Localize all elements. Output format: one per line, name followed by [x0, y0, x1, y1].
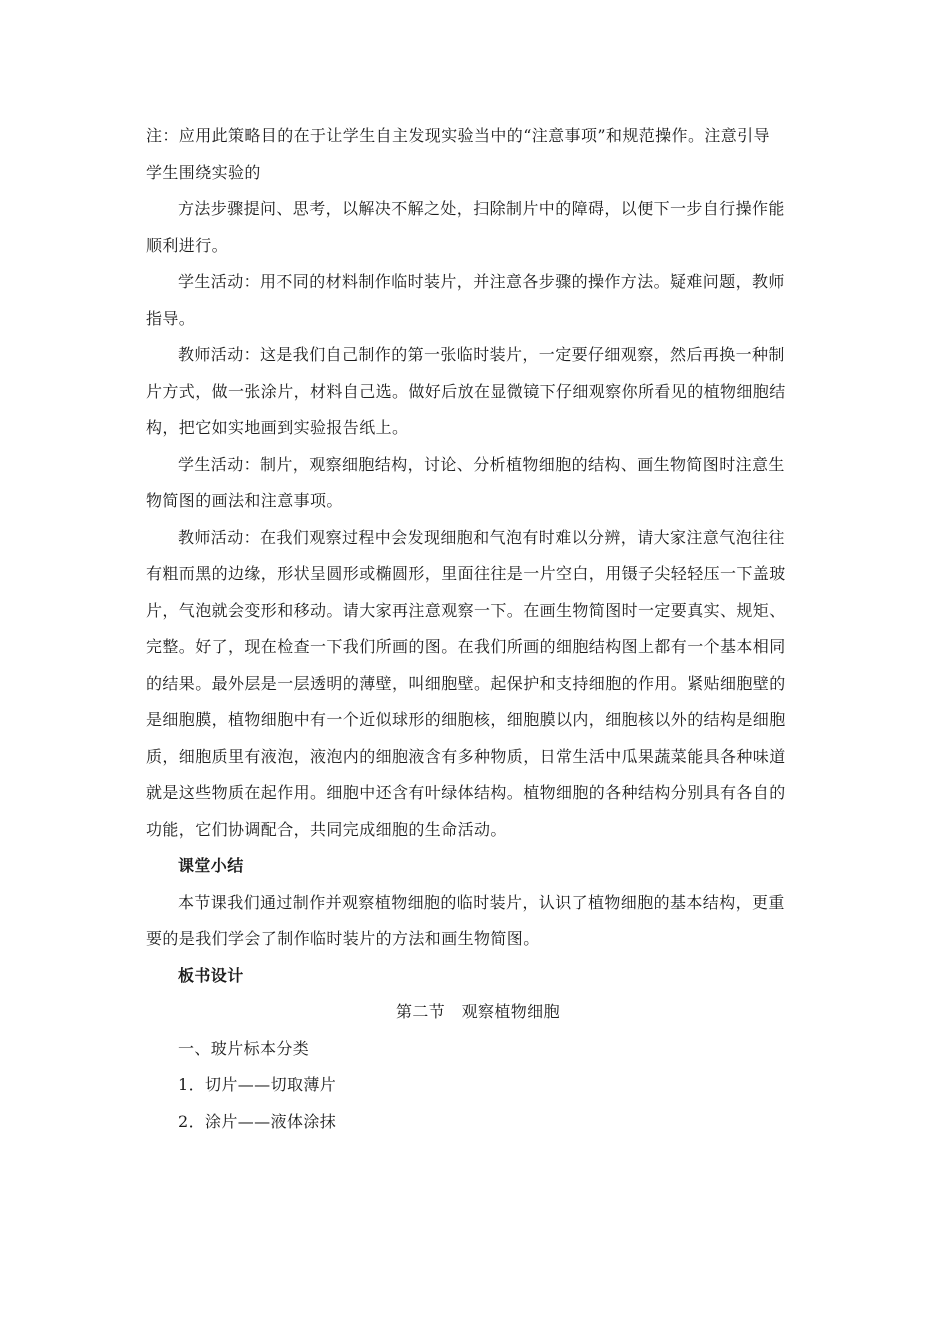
teacher-activity-2-line-5: 的结果。最外层是一层透明的薄壁，叫细胞壁。起保护和支持细胞的作用。紧贴细胞壁的 — [146, 673, 786, 693]
student-activity-1-line-1: 学生活动：用不同的材料制作临时装片，并注意各步骤的操作方法。疑难问题，教师 — [178, 272, 785, 291]
teacher-activity-1-line-2: 片方式，做一张涂片，材料自己选。做好后放在显微镜下仔细观察你所看见的植物细胞结 — [146, 381, 786, 401]
student-activity-1-line-2: 指导。 — [146, 308, 196, 328]
method-line-1: 方法步骤提问、思考，以解决不解之处，扫除制片中的障碍，以便下一步自行操作能 — [178, 199, 785, 218]
summary-line-1: 本节课我们通过制作并观察植物细胞的临时装片，认识了植物细胞的基本结构，更重 — [178, 892, 785, 912]
teacher-activity-2-line-9: 功能，它们协调配合，共同完成细胞的生命活动。 — [146, 819, 507, 839]
teacher-activity-1-line-1: 教师活动：这是我们自己制作的第一张临时装片，一定要仔细观察，然后再换一种制 — [178, 345, 785, 364]
summary-heading: 课堂小结 — [178, 856, 244, 875]
note-line-1: 注：应用此策略目的在于让学生自主发现实验当中的“注意事项”和规范操作。注意引导 — [146, 126, 770, 145]
student-activity-2-line-1: 学生活动：制片，观察细胞结构，讨论、分析植物细胞的结构、画生物简图时注意生 — [178, 454, 785, 474]
teacher-activity-2-line-7: 质，细胞质里有液泡，液泡内的细胞液含有多种物质，日常生活中瓜果蔬菜能具各种味道 — [146, 746, 786, 766]
board-item-1-1: 1．切片——切取薄片 — [178, 1075, 337, 1094]
teacher-activity-2-line-3: 片，气泡就会变形和移动。请大家再注意观察一下。在画生物简图时一定要真实、规矩、 — [146, 600, 786, 620]
teacher-activity-1-line-3: 构，把它如实地画到实验报告纸上。 — [146, 418, 409, 437]
board-item-1-2: 2．涂片——液体涂抹 — [178, 1111, 337, 1131]
summary-line-2: 要的是我们学会了制作临时装片的方法和画生物简图。 — [146, 929, 540, 948]
document-body — [146, 118, 810, 1140]
teacher-activity-2-line-6: 是细胞膜，植物细胞中有一个近似球形的细胞核，细胞膜以内，细胞核以外的结构是细胞 — [146, 710, 786, 729]
board-item-1: 一、玻片标本分类 — [178, 1038, 310, 1058]
teacher-activity-2-line-2: 有粗而黑的边缘，形状呈圆形或椭圆形，里面往往是一片空白，用镊子尖轻轻压一下盖玻 — [146, 564, 786, 583]
teacher-activity-2-line-1: 教师活动：在我们观察过程中会发现细胞和气泡有时难以分辨，请大家注意气泡往往 — [178, 527, 785, 547]
board-title: 第二节 观察植物细胞 — [395, 1002, 560, 1021]
method-line-2: 顺利进行。 — [146, 235, 229, 255]
note-line-2: 学生围绕实验的 — [146, 162, 261, 182]
teacher-activity-2-line-4: 完整。好了，现在检查一下我们所画的图。在我们所画的细胞结构图上都有一个基本相同 — [146, 637, 786, 656]
board-design-heading: 板书设计 — [178, 965, 244, 985]
student-activity-2-line-2: 物简图的画法和注意事项。 — [146, 491, 343, 510]
teacher-activity-2-line-8: 就是这些物质在起作用。细胞中还含有叶绿体结构。植物细胞的各种结构分别具有各自的 — [146, 783, 786, 802]
